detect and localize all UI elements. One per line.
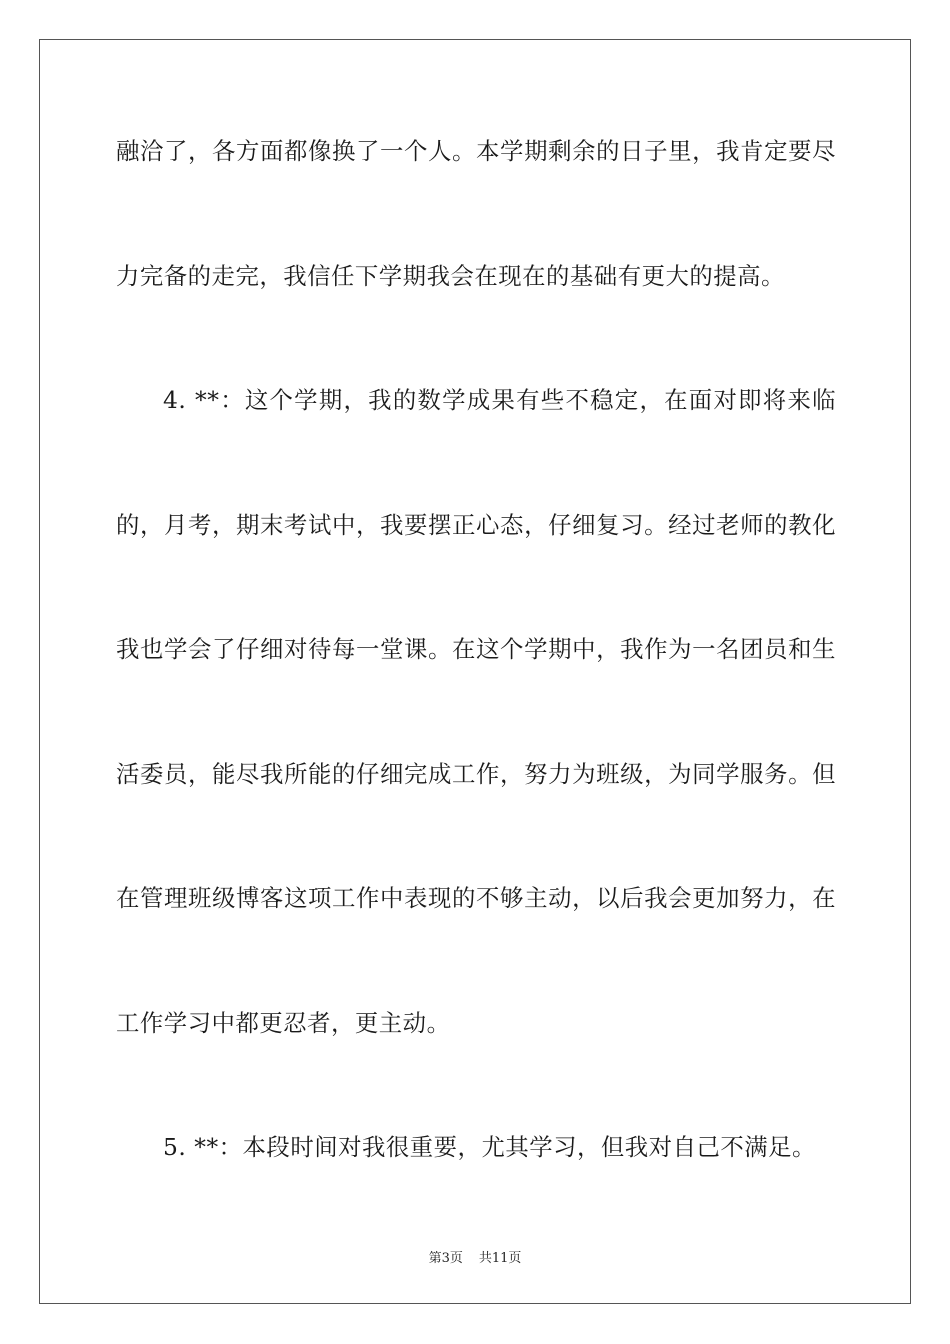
text-line-4: 的，月考，期末考试中，我要摆正心态，仔细复习。经过老师的教化 [116, 511, 836, 539]
text-line-5: 我也学会了仔细对待每一堂课。在这个学期中，我作为一名团员和生 [116, 635, 836, 663]
page-total: 共11页 [478, 1251, 522, 1266]
page-border [39, 39, 911, 1304]
text-line-7: 在管理班级博客这项工作中表现的不够主动，以后我会更加努力，在 [116, 884, 836, 912]
text-line-1: 融洽了，各方面都像换了一个人。本学期剩余的日子里，我肯定要尽 [116, 137, 836, 165]
page-footer [0, 1247, 950, 1266]
text-line-9: 5. **：本段时间对我很重要，尤其学习，但我对自己不满足。 [163, 1133, 816, 1161]
text-line-3: 4. **：这个学期，我的数学成果有些不稳定，在面对即将来临 [163, 386, 836, 414]
text-line-2: 力完备的走完，我信任下学期我会在现在的基础有更大的提高。 [116, 262, 785, 290]
text-line-6: 活委员，能尽我所能的仔细完成工作，努力为班级，为同学服务。但 [116, 760, 836, 788]
text-line-8: 工作学习中都更忍者，更主动。 [116, 1009, 451, 1037]
page-number: 第3页 [428, 1251, 463, 1266]
